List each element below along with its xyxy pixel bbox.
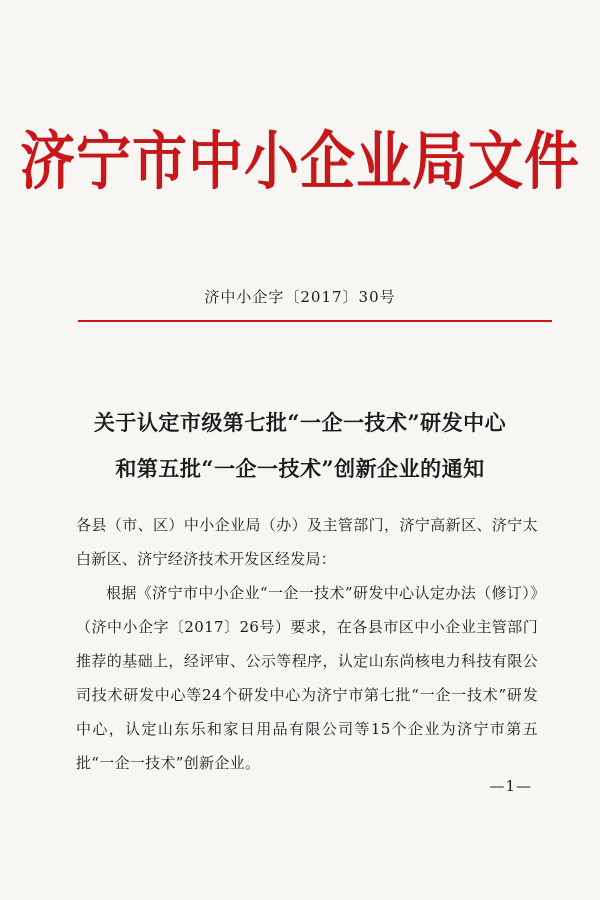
header-divider-line xyxy=(78,320,552,322)
document-header-title: 济宁市中小企业局文件 xyxy=(19,123,580,198)
document-body xyxy=(76,508,538,780)
body-paragraph: 根据《济宁市中小企业“一企一技术”研发中心认定办法（修订）》（济中小企字〔2017〕26号）要求，在各县市区中小企业主管部门推荐的基础上，经评审、公示等程序，认定山东尚核电力科技有限公司技术研发中心等24个研发中心为济宁市第七批“一企一技术”研发中心，认定山东乐和家日用品有限公司等15个企业为济宁市第五批“一企一技术”创新企业。 xyxy=(76,584,538,772)
notice-title-line-2: 和第五批“一企一技术”创新企业的通知 xyxy=(115,456,485,481)
notice-title xyxy=(0,400,600,492)
document-number: 济中小企字〔2017〕30号 xyxy=(204,288,396,306)
page-number: —1— xyxy=(489,777,532,795)
notice-title-line-1: 关于认定市级第七批“一企一技术”研发中心 xyxy=(93,410,507,435)
addressee-paragraph: 各县（市、区）中小企业局（办）及主管部门，济宁高新区、济宁太白新区、济宁经济技术开发区经发局： xyxy=(76,516,538,568)
